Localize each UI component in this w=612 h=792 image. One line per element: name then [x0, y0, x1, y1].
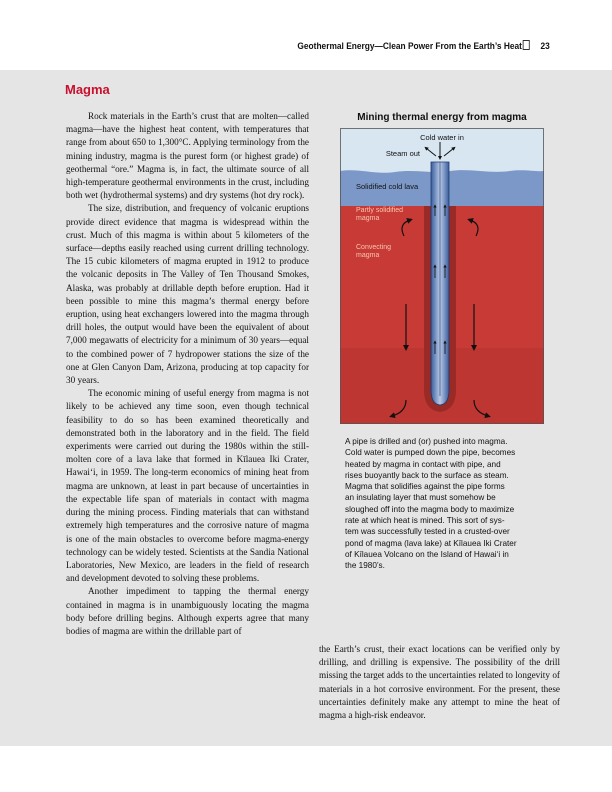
label-cold-water: Cold water in [420, 133, 464, 142]
caption-line: rate at which heat is mined. This sort of sys- [345, 516, 505, 526]
caption-line: rises buoyantly back to the surface as steam. [345, 470, 509, 480]
caption-line: Magma that solidifies against the pipe forms [345, 482, 505, 492]
label-steam-out: Steam out [385, 149, 420, 158]
label-solidified-lava: Solidified cold lava [356, 182, 419, 191]
caption-line: A pipe is drilled and (or) pushed into magma. [345, 437, 508, 446]
figure-caption [345, 436, 545, 572]
figure-title: Mining thermal energy from magma [357, 112, 527, 123]
paragraph-4-continued: the Earth’s crust, their exact locations can be verified only by drilling, and drilling is expensive. The possibility of the drill missing the target adds to the uncertainties related to longevity of materials in a hot corrosive environment. For the present, these uncertainties definitely make any attempt to mine the heat of magma a high-risk endeavor. [319, 644, 560, 721]
paragraph-1: Rock materials in the Earth’s crust that are molten—called magma—have the highest heat content, with temperatures that range from about 650 to 1,300°C. Applying terminology from the mining industry, magma is the purest form (or highest grade) of geothermal “ore.” Magma is, in fact, the ultimate source of all high-temperature geothermal environments in the crust, including both wet (hydrothermal systems) and dry systems (hot dry rock). [66, 111, 309, 201]
section-title: Magma [65, 82, 110, 97]
label-partly-solidified-1: Partly solidified [356, 207, 404, 214]
left-column [66, 110, 309, 638]
caption-line: of Kīlauea Volcano on the Island of Hawai‘i in [345, 549, 509, 559]
caption-line: an insulating layer that must somehow be [345, 493, 496, 503]
page-number: 23 [540, 41, 550, 52]
label-convecting-2: magma [356, 252, 380, 259]
figure-diagram [340, 128, 544, 429]
right-column-text [319, 643, 560, 722]
running-header [298, 40, 550, 52]
caption-line: heated by magma in contact with pipe, and [345, 459, 501, 469]
box-glyph-icon [523, 40, 530, 50]
caption-line: tem was successfully tested in a crusted-over [345, 527, 510, 537]
caption-line: Cold water is pumped down the pipe, becomes [345, 448, 516, 458]
caption-line: sloughed off into the magma body to maximize [345, 504, 515, 514]
caption-line: pond of magma (lava lake) at Kīlauea Iki Crater [345, 538, 517, 548]
paragraph-4: Another impediment to tapping the thermal energy contained in magma is in unambiguously locating the magma body before drilling begins. Although experts agree that many bodies of magma are within the drillable part of [66, 586, 309, 636]
paragraph-2: The size, distribution, and frequency of volcanic eruptions provide direct evidence that magma is widespread within the crust. Much of this magma is within about 5 kilometers of the surface—depths easily reached using current drilling technology. The 15 cubic kilometers of magma erupted in 1912 to produce the volcanic deposits in The Valley of Ten Thousand Smokes, Alaska, was probably at drillable depth before eruption. Had it been possible to mine this magma’s thermal energy before eruption, using heat exchangers lowered into the magma through drill holes, the output would have been the equivalent of about 7,000 megawatts of electricity for a minimum of 30 years—equal to the combined power of 7 hydropower stations the size of the one at Glen Canyon Dam, Arizona, producing at top capacity for 30 years. [66, 203, 309, 386]
magma-diagram [340, 128, 544, 424]
paragraph-3: The economic mining of useful energy from magma is not likely to be achieved any time soon, even though technical feasibility to do so has been examined theoretically and demonstrated both in the laboratory and in the field. The field experiments were carried out during the 1980s within the still-molten core of a lava lake that formed in Kīlauea Iki Crater, Hawai‘i, in 1959. The long-term economics of mining heat from magma are unknown, at least in part because of uncertainties in the expectable life span of materials in contact with magma during the mining process. Finding materials that can withstand extremely high temperatures and the corrosive nature of magma is one of the main obstacles to overcome before magma-energy technology can be widely tested. Scientists at the Sandia National Laboratories, New Mexico, are leaders in the field of research and development devoted to solving these problems. [66, 388, 309, 584]
label-convecting-1: Convecting [356, 244, 392, 251]
label-partly-solidified-2: magma [356, 215, 380, 222]
running-title: Geothermal Energy—Clean Power From the Earth’s Heat [297, 41, 523, 52]
caption-line: the 1980’s. [345, 561, 385, 571]
